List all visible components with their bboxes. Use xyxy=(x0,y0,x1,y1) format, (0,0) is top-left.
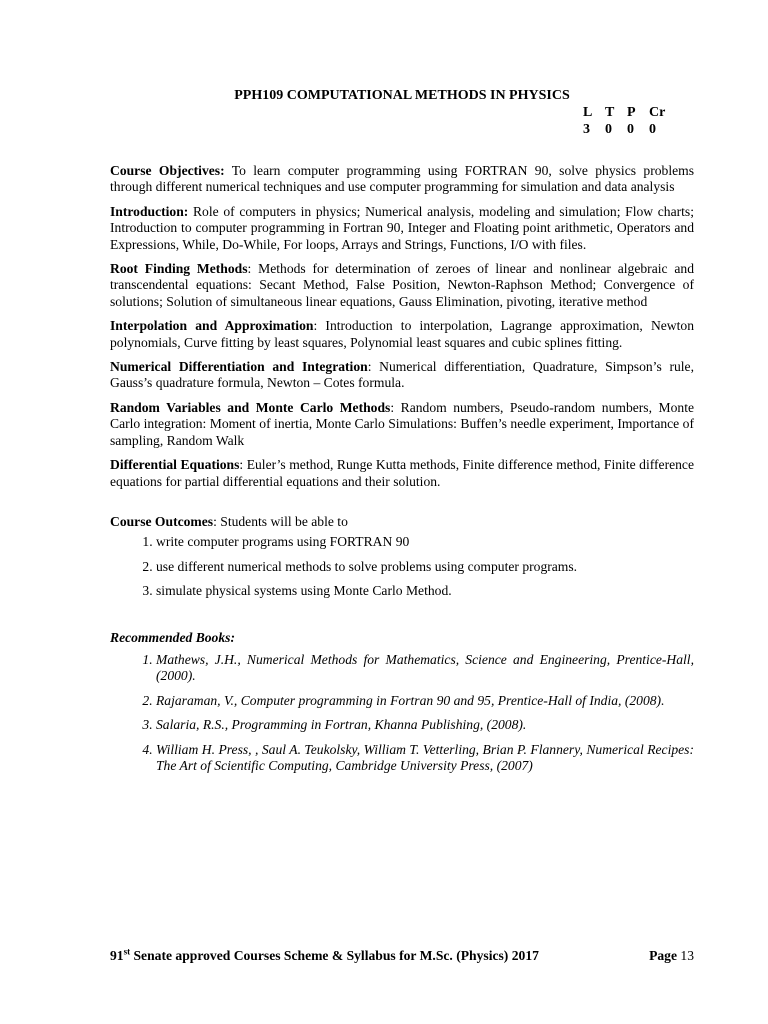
section-text: : Numerical differentiation, Quadrature, Simpson’s rule, Gauss’s quadrature formula, Newton – Cotes formula. xyxy=(110,359,694,391)
footer-number: 91 xyxy=(110,948,124,963)
section-heading: Root Finding Methods xyxy=(110,261,248,277)
section-course-objectives xyxy=(110,163,694,196)
section-heading: Random Variables and Monte Carlo Methods xyxy=(110,399,391,415)
section-text: To learn computer programming using FORTRAN 90, solve physics problems through different numerical techniques and use computer programming for simulation and data analysis xyxy=(110,163,695,195)
list-item: 4. William H. Press, , Saul A. Teukolsky, William T. Vetterling, Brian P. Flannery, Numerical Recipes: The Art of Scientific Computing, Cambridge University Press, (2007) xyxy=(156,742,694,775)
ltpc-value-l: 3 xyxy=(583,122,590,137)
syllabus-body xyxy=(110,163,694,782)
outcomes-intro: : Students will be able to xyxy=(213,513,348,529)
section-heading: Interpolation and Approximation xyxy=(110,318,314,334)
list-item: 1. write computer programs using FORTRAN 90 xyxy=(156,534,694,550)
outcomes-heading: Course Outcomes xyxy=(110,513,214,529)
page-label: Page xyxy=(649,948,677,963)
list-item: 2. use different numerical methods to solve problems using computer programs. xyxy=(156,559,694,575)
section-root-finding xyxy=(110,261,694,310)
section-heading: Introduction: xyxy=(110,203,189,219)
section-interpolation xyxy=(110,318,694,351)
ltpc-header-l: L xyxy=(583,105,593,120)
section-differential-equations xyxy=(110,457,694,490)
ltpc-header-cr: Cr xyxy=(649,105,666,120)
ltpc-header-row xyxy=(583,105,693,121)
page-number-value: 13 xyxy=(680,948,694,963)
outcomes-intro-line xyxy=(110,514,694,530)
ltpc-value-row xyxy=(583,122,693,138)
list-item: 2. Rajaraman, V., Computer programming in Fortran 90 and 95, Prentice-Hall of India, (2008). xyxy=(156,693,694,709)
footer-sup: st xyxy=(123,946,131,957)
section-text: : Euler’s method, Runge Kutta methods, Finite difference method, Finite difference equations for partial differential equations and their solution. xyxy=(110,457,694,489)
ltpc-value-p: 0 xyxy=(627,122,634,137)
list-item: 3. simulate physical systems using Monte Carlo Method. xyxy=(156,583,694,599)
section-text: : Random numbers, Pseudo-random numbers, Monte Carlo integration: Moment of inertia, Monte Carlo Simulations: Buffen’s needle experiment, Importance of sampling, Random Walk xyxy=(110,399,694,448)
ltpc-value-cr: 0 xyxy=(649,122,656,137)
section-heading: Course Objectives: xyxy=(110,163,225,178)
list-item: 3. Salaria, R.S., Programming in Fortran, Khanna Publishing, (2008). xyxy=(156,717,694,733)
section-monte-carlo xyxy=(110,400,694,449)
ltpc-header-t: T xyxy=(605,105,615,120)
ltpc-value-t: 0 xyxy=(605,122,612,137)
list-item: 1. Mathews, J.H., Numerical Methods for Mathematics, Science and Engineering, Prentice-Hall, (2000). xyxy=(156,652,694,685)
section-text: Role of computers in physics; Numerical analysis, modeling and simulation; Flow charts; Introduction to computer programming in Fortran 90, Integer and Floating point arithmetic, Operators and Expressions, While, Do-While, For loops, Arrays and Strings, Functions, I/O with files. xyxy=(110,203,694,252)
footer-text xyxy=(110,948,539,963)
course-outcomes xyxy=(110,514,694,600)
outcomes-list xyxy=(110,534,694,599)
section-heading: Numerical Differentiation and Integration xyxy=(110,359,368,375)
page-footer xyxy=(110,948,694,964)
books-heading: Recommended Books: xyxy=(110,629,235,645)
section-numerical-differentiation xyxy=(110,359,694,392)
section-heading: Differential Equations xyxy=(110,457,240,473)
ltpc-header-p: P xyxy=(627,105,636,120)
books-list xyxy=(110,652,694,774)
page-number xyxy=(649,948,694,964)
footer-title: Senate approved Courses Scheme & Syllabus for M.Sc. (Physics) 2017 xyxy=(130,948,539,963)
section-text: : Methods for determination of zeroes of linear and nonlinear algebraic and transcendental equations: Secant Method, False Position, Newton-Raphson Method; Convergence of solutions; Solution of simultaneous linear equations, Gauss Elimination, pivoting, iterative method xyxy=(110,261,694,309)
section-introduction xyxy=(110,204,694,253)
course-title: PPH109 COMPUTATIONAL METHODS IN PHYSICS xyxy=(234,88,570,103)
section-text: : Introduction to interpolation, Lagrange approximation, Newton polynomials, Curve fitting by least squares, Polynomial least squares and cubic splines fitting. xyxy=(110,318,694,350)
